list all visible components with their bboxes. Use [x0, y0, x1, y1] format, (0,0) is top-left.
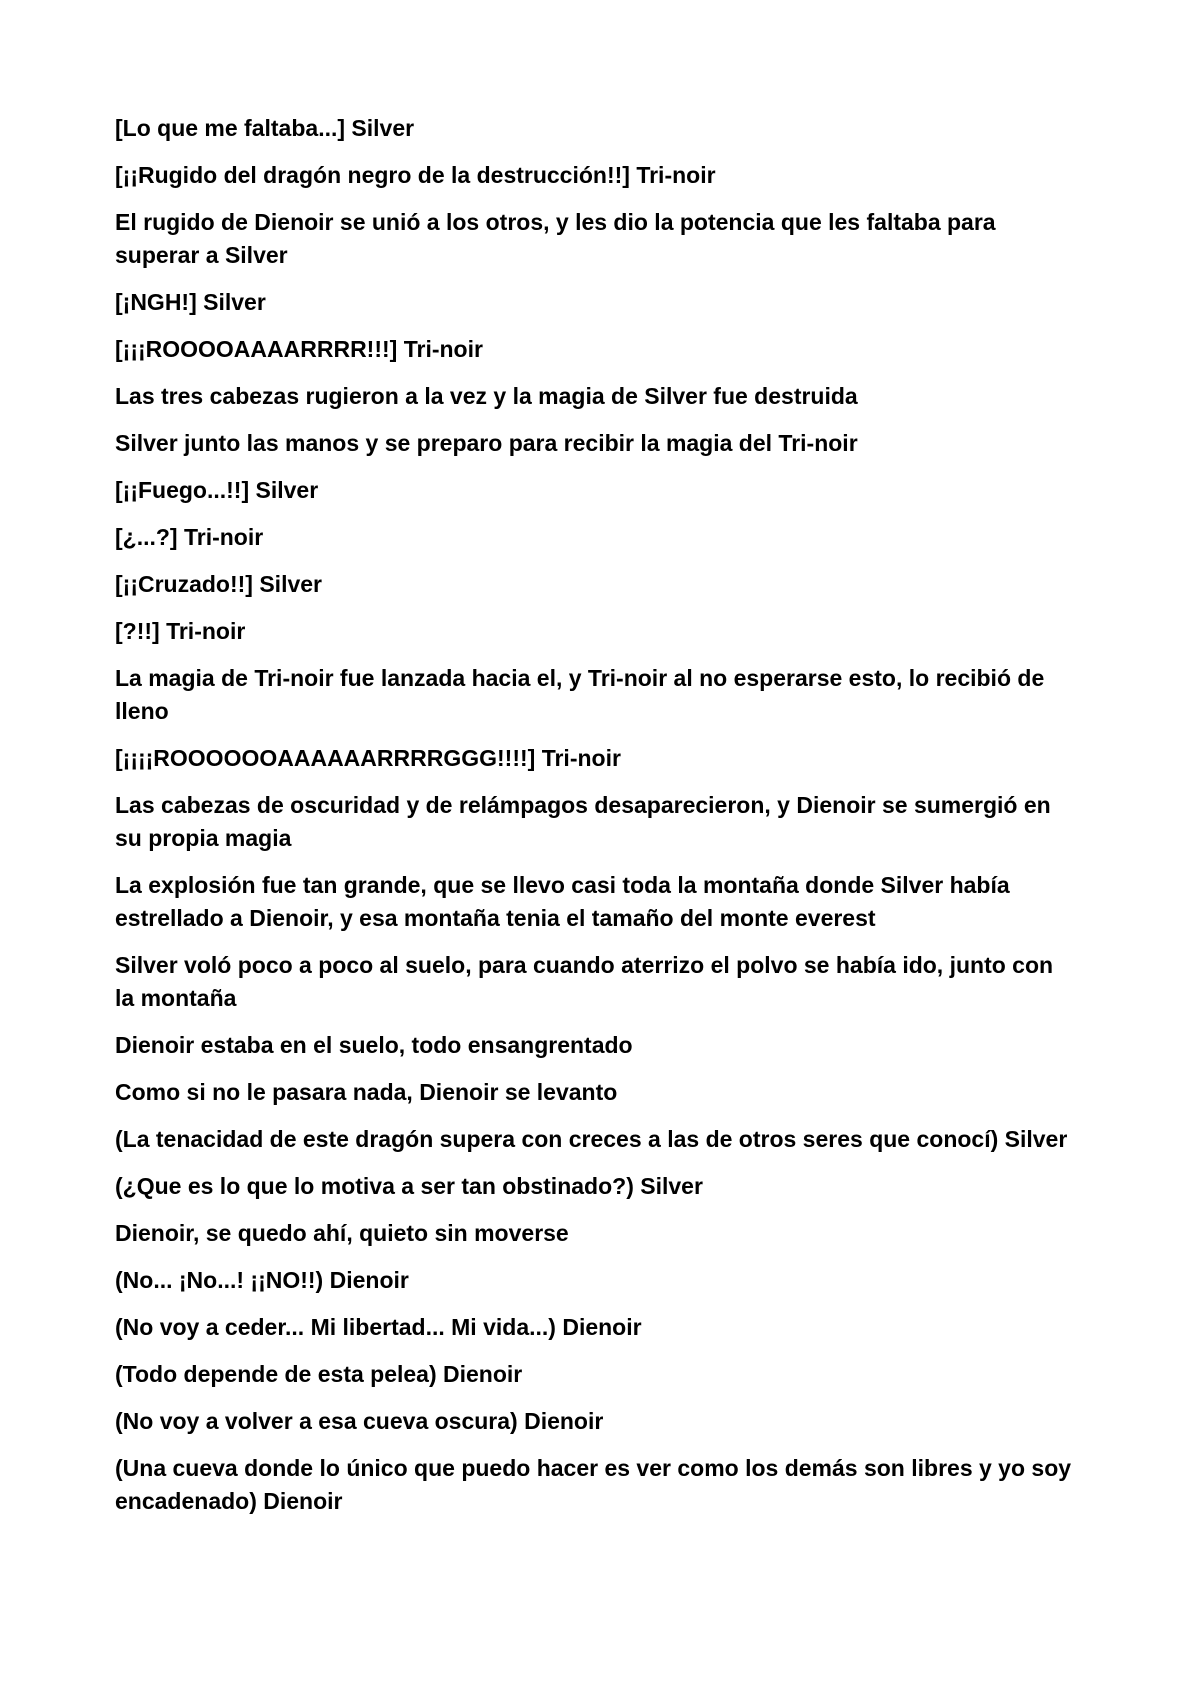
paragraph: (No voy a volver a esa cueva oscura) Dienoir — [115, 1408, 604, 1434]
paragraph: (Una cueva donde lo único que puedo hacer es ver como los demás son libres y yo soy encadenado) Dienoir — [115, 1455, 1072, 1514]
paragraph: Las cabezas de oscuridad y de relámpagos desaparecieron, y Dienoir se sumergió en su propia magia — [115, 792, 1051, 851]
paragraph: (No... ¡No...! ¡¡NO!!) Dienoir — [115, 1267, 409, 1293]
paragraph: Como si no le pasara nada, Dienoir se levanto — [115, 1079, 618, 1105]
paragraph: [¡¡¡¡ROOOOOOAAAAAARRRRGGG!!!!] Tri-noir — [115, 745, 621, 771]
paragraph: (No voy a ceder... Mi libertad... Mi vida...) Dienoir — [115, 1314, 642, 1340]
paragraph: Dienoir, se quedo ahí, quieto sin moverse — [115, 1220, 569, 1246]
paragraph: (La tenacidad de este dragón supera con creces a las de otros seres que conocí) Silver — [115, 1126, 1068, 1152]
document-body — [115, 112, 1075, 1532]
paragraph: (¿Que es lo que lo motiva a ser tan obstinado?) Silver — [115, 1173, 703, 1199]
paragraph: [¡¡Cruzado!!] Silver — [115, 571, 322, 597]
paragraph: Las tres cabezas rugieron a la vez y la magia de Silver fue destruida — [115, 383, 858, 409]
paragraph: La magia de Tri-noir fue lanzada hacia el, y Tri-noir al no esperarse esto, lo recibió de lleno — [115, 665, 1045, 724]
paragraph: Silver voló poco a poco al suelo, para cuando aterrizo el polvo se había ido, junto con la montaña — [115, 952, 1054, 1011]
paragraph: [¿...?] Tri-noir — [115, 524, 264, 550]
paragraph: [¡¡Rugido del dragón negro de la destrucción!!] Tri-noir — [115, 162, 716, 188]
paragraph: [¡¡¡ROOOOAAAARRRR!!!] Tri-noir — [115, 336, 483, 362]
paragraph: (Todo depende de esta pelea) Dienoir — [115, 1361, 523, 1387]
paragraph: [¡¡Fuego...!!] Silver — [115, 477, 319, 503]
paragraph: La explosión fue tan grande, que se llevo casi toda la montaña donde Silver había estrellado a Dienoir, y esa montaña tenia el tamaño del monte everest — [115, 872, 1010, 931]
paragraph: Silver junto las manos y se preparo para recibir la magia del Tri-noir — [115, 430, 858, 456]
paragraph: [¡NGH!] Silver — [115, 289, 266, 315]
paragraph: [?!!] Tri-noir — [115, 618, 246, 644]
paragraph: Dienoir estaba en el suelo, todo ensangrentado — [115, 1032, 633, 1058]
paragraph: El rugido de Dienoir se unió a los otros, y les dio la potencia que les faltaba para superar a Silver — [115, 209, 996, 268]
paragraph: [Lo que me faltaba...] Silver — [115, 115, 415, 141]
